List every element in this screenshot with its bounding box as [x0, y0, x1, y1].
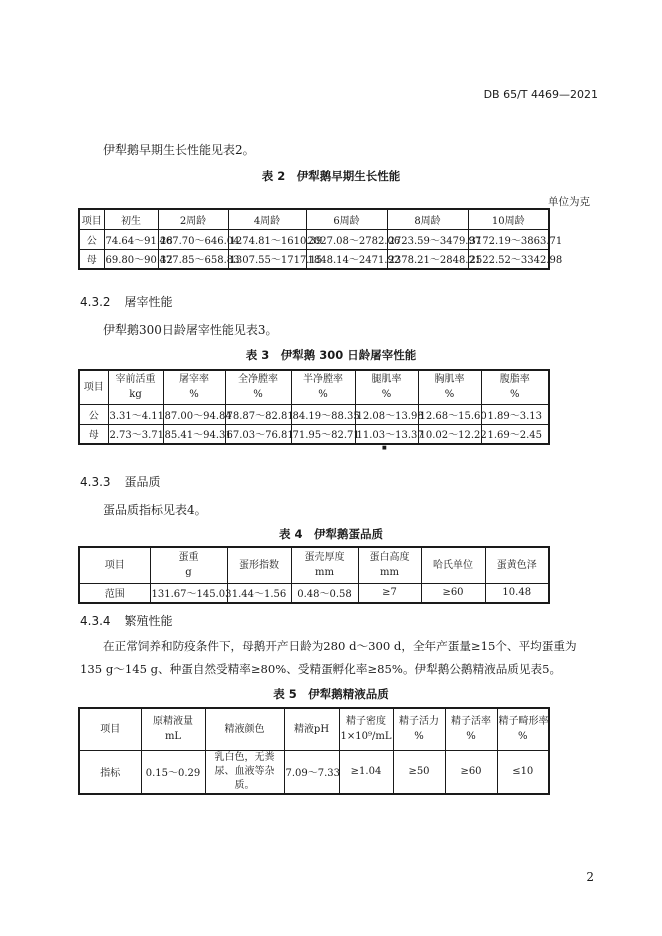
table-header-row: [79, 209, 549, 229]
header-cell: [445, 708, 497, 750]
header-label: 胸肌率: [434, 374, 465, 386]
header-cell: 8周龄: [387, 209, 468, 229]
header-cell: [284, 708, 339, 750]
header-unit: mm: [380, 567, 399, 579]
table-cell: 11.03～13.37: [355, 424, 418, 444]
scan-mark: ■: [382, 445, 387, 451]
section-4-3-2-heading: [80, 293, 187, 310]
header-cell: [141, 708, 205, 750]
table5-caption: 表 5 伊犁鹅精液品质: [273, 687, 389, 701]
header-cell: 6周龄: [306, 209, 387, 229]
header-label: 全净膛率: [238, 374, 278, 386]
header-unit: %: [189, 389, 199, 401]
table-cell: 131.67～145.03: [150, 583, 227, 603]
table-cell: 12.68～15.60: [418, 404, 481, 424]
header-cell: [79, 370, 108, 404]
section-number: 4.3.2: [80, 295, 111, 309]
semen-quality-table: [78, 707, 550, 795]
table-cell: ≥7: [358, 583, 421, 603]
header-cell: [205, 708, 284, 750]
header-unit: %: [318, 389, 328, 401]
header-unit: %: [517, 731, 528, 743]
header-cell: [150, 547, 227, 583]
table-cell: 10.48: [485, 583, 549, 603]
header-cell: [225, 370, 291, 404]
table-header-row: [79, 547, 549, 583]
table-cell: 477.85～658.83: [158, 249, 228, 269]
header-cell: 项目: [79, 209, 104, 229]
header-cell: [339, 708, 393, 750]
table-cell: 1274.81～1610.39: [228, 229, 306, 249]
table-cell: 0.15～0.29: [141, 750, 205, 794]
header-label: 蛋重: [178, 552, 199, 564]
table-cell: 指标: [79, 750, 141, 794]
table-cell: 12.08～13.98: [355, 404, 418, 424]
header-label: 项目: [100, 723, 121, 735]
egg-quality-table: [78, 546, 550, 604]
section-title: 蛋品质: [124, 475, 161, 489]
table2-caption: 表 2 伊犁鹅早期生长性能: [261, 169, 401, 183]
table-cell: 公: [79, 404, 108, 424]
table-cell: 10.02～12.22: [418, 424, 481, 444]
header-label: 蛋白高度: [369, 552, 410, 564]
header-unit: g: [185, 567, 192, 579]
table-cell: ≥50: [393, 750, 445, 794]
header-cell: 初生: [104, 209, 158, 229]
table-cell: 范围: [79, 583, 150, 603]
table-cell: 2723.59～3479.97: [387, 229, 468, 249]
header-label: 精子畸形率: [498, 716, 549, 728]
table-row: [79, 229, 549, 249]
header-cell: [79, 547, 150, 583]
header-label: 精子活力: [399, 716, 439, 728]
table-cell: ≥1.04: [339, 750, 393, 794]
header-cell: [393, 708, 445, 750]
table-cell: 1.44～1.56: [227, 583, 291, 603]
header-cell: [418, 370, 481, 404]
reproduction-paragraph-line2: 135 g～145 g、种蛋自然受精率≥80%、受精蛋孵化率≥85%。伊犁鹅公鹅精液品质见表5。: [80, 662, 562, 676]
header-cell: [227, 547, 291, 583]
table-cell: 69.80～90.32: [104, 249, 158, 269]
section-title: 繁殖性能: [124, 614, 173, 628]
table-cell: 1.69～2.45: [481, 424, 549, 444]
section-title: 屠宰性能: [124, 295, 173, 309]
table-cell: 71.95～82.71: [291, 424, 355, 444]
table-row: [79, 424, 549, 444]
header-cell: [485, 547, 549, 583]
table2-unit: 单位为克: [548, 196, 590, 208]
header-unit: %: [509, 389, 520, 401]
table-row: [79, 750, 549, 794]
table-cell: 2378.21～2848.21: [387, 249, 468, 269]
header-label: 精液颜色: [224, 723, 265, 735]
table-row: [79, 583, 549, 603]
table-cell: 3.31～4.11: [108, 404, 163, 424]
header-label: 精子密度: [346, 716, 386, 728]
header-label: 项目: [83, 381, 104, 393]
table-cell: 78.87～82.81: [225, 404, 291, 424]
header-label: 精子活率: [451, 716, 491, 728]
egg-intro-paragraph: 蛋品质指标见表4。: [103, 503, 207, 517]
table-cell: ≥60: [445, 750, 497, 794]
table-cell: 84.19～88.35: [291, 404, 355, 424]
header-unit: mL: [164, 731, 182, 743]
header-unit: 1×10⁹/mL: [340, 731, 392, 743]
table-cell: 74.64～91.28: [104, 229, 158, 249]
page-number: 2: [586, 870, 594, 884]
table-cell: 0.48～0.58: [291, 583, 358, 603]
header-unit: %: [444, 389, 455, 401]
slaughter-table: [78, 369, 550, 445]
header-cell: [481, 370, 549, 404]
table-row: [79, 249, 549, 269]
section-4-3-4-heading: [80, 612, 187, 629]
header-unit: %: [381, 389, 392, 401]
header-unit: %: [253, 389, 263, 401]
header-unit: mm: [315, 567, 334, 579]
header-label: 精液pH: [293, 723, 330, 735]
slaughter-intro-paragraph: 伊犁鹅300日龄屠宰性能见表3。: [103, 323, 278, 337]
header-label: 半净膛率: [303, 374, 343, 386]
header-label: 项目: [104, 559, 125, 571]
header-unit: %: [466, 731, 476, 743]
growth-table: [78, 208, 563, 270]
table-cell: 母: [79, 249, 104, 269]
header-cell: [358, 547, 421, 583]
table-cell: 85.41～94.31: [163, 424, 225, 444]
header-label: 哈氏单位: [433, 559, 473, 571]
header-cell: 10周龄: [468, 209, 549, 229]
header-label: 蛋黄色泽: [496, 559, 537, 571]
header-label: 宰前活重: [115, 374, 156, 386]
header-unit: kg: [129, 389, 142, 401]
table-cell: 87.00～94.84: [163, 404, 225, 424]
table-cell: ≤10: [497, 750, 549, 794]
header-cell: [291, 547, 358, 583]
header-cell: [163, 370, 225, 404]
table-cell: 67.03～76.81: [225, 424, 291, 444]
table-cell: 467.70～646.04: [158, 229, 228, 249]
standard-number: DB 65/T 4469—2021: [483, 88, 598, 101]
table3-caption: 表 3 伊犁鹅 300 日龄屠宰性能: [245, 348, 417, 362]
table-header-row: [79, 708, 549, 750]
header-cell: [421, 547, 485, 583]
header-label: 屠宰率: [179, 374, 209, 386]
header-cell: [79, 708, 141, 750]
table-cell: 公: [79, 229, 104, 249]
header-label: 蛋壳厚度: [304, 552, 345, 564]
header-cell: [355, 370, 418, 404]
table-cell: 7.09～7.33: [284, 750, 339, 794]
table-cell: 2.73～3.71: [108, 424, 163, 444]
header-cell: [291, 370, 355, 404]
header-cell: 2周龄: [158, 209, 228, 229]
table4-caption: 表 4 伊犁鹅蛋品质: [278, 527, 383, 541]
table-cell: 1.89～3.13: [481, 404, 549, 424]
section-number: 4.3.3: [80, 475, 111, 489]
table-cell: 1307.55～1717.15: [228, 249, 306, 269]
table-cell: 2522.52～3342.98: [468, 249, 549, 269]
growth-intro-paragraph: 伊犁鹅早期生长性能见表2。: [103, 143, 255, 157]
section-4-3-3-heading: [80, 473, 175, 490]
section-number: 4.3.4: [80, 614, 111, 628]
header-label: 蛋形指数: [239, 559, 279, 571]
header-label: 腹脂率: [499, 374, 530, 386]
table-row: [79, 404, 549, 424]
table-cell: 2027.08～2782.06: [306, 229, 387, 249]
header-cell: 4周龄: [228, 209, 306, 229]
header-cell: [108, 370, 163, 404]
reproduction-paragraph-line1: 在正常饲养和防疫条件下，母鹅开产日龄为280 d～300 d，全年产蛋量≥15个、平均蛋重为: [103, 639, 577, 653]
table-header-row: [79, 370, 549, 404]
header-unit: %: [414, 731, 424, 743]
table-cell: 乳白色，无粪尿、血液等杂质。: [205, 750, 284, 794]
table-cell: ≥60: [421, 583, 485, 603]
header-cell: [497, 708, 549, 750]
header-label: 原精液量: [153, 716, 193, 728]
header-label: 腿肌率: [371, 374, 402, 386]
table-cell: 3172.19～3863.71: [468, 229, 549, 249]
table-cell: 1848.14～2471.92: [306, 249, 387, 269]
table-cell: 母: [79, 424, 108, 444]
